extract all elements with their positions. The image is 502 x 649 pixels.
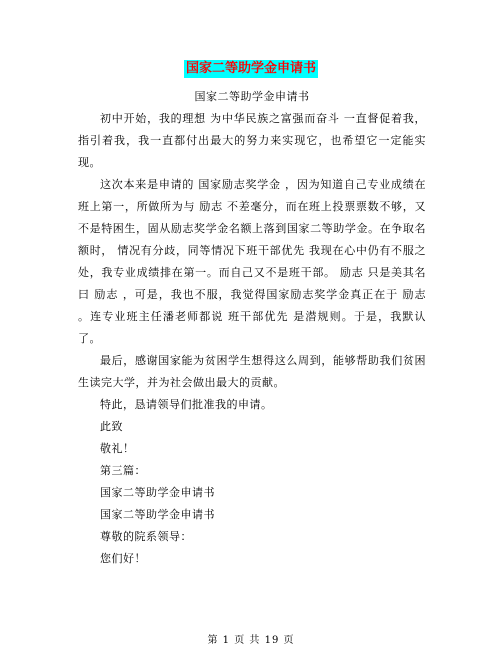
paragraph: 初中开始，我的理想 为中华民族之富强而奋斗 一直督促着我，指引着我，我一直都付出最大的努力来实现它，也希望它一定能实现。 xyxy=(78,112,426,169)
heading-line: 国家二等助学金申请书 xyxy=(100,486,215,499)
document-title: 国家二等助学金申请书 xyxy=(185,61,316,76)
greeting-line: 您们好！ xyxy=(100,552,146,565)
paragraph: 这次本来是申请的 国家励志奖学金 ，因为知道自己专业成绩在班上第一，所做所为与 励志 不差毫分，而在班上投票票数不够，又不是特困生，固从励志奖学金名额上落到国家二等助学金。在争取名额时， 情况有分歧，同等情况下班干部优先 我现在心中仍有不服之处，我专业成绩排在第一。而自己又不是班干部。 励志 只是美其名曰 励志 ，可是，我也不服，我觉得国家励志奖学金真正在于 励志 。连专业班主任潘老师都说 班干部优先 是潜规则。于是，我默认了。 xyxy=(78,178,426,345)
page-footer: 第 1 页 共 19 页 xyxy=(207,635,295,646)
paragraph: 特此，恳请领导们批准我的申请。 xyxy=(100,398,273,411)
section-heading: 第三篇： xyxy=(100,464,146,477)
title-container xyxy=(0,57,502,78)
heading-line: 国家二等助学金申请书 xyxy=(100,508,215,521)
closing-line: 此致 xyxy=(100,420,123,433)
closing-line: 敬礼！ xyxy=(100,442,135,455)
document-subtitle: 国家二等助学金申请书 xyxy=(194,90,310,103)
document-body xyxy=(78,86,426,570)
salutation-line: 尊敬的院系领导： xyxy=(100,530,192,543)
paragraph: 最后，感谢国家能为贫困学生想得这么周到，能够帮助我们贫困生读完大学，并为社会做出最大的贡献。 xyxy=(78,354,426,389)
